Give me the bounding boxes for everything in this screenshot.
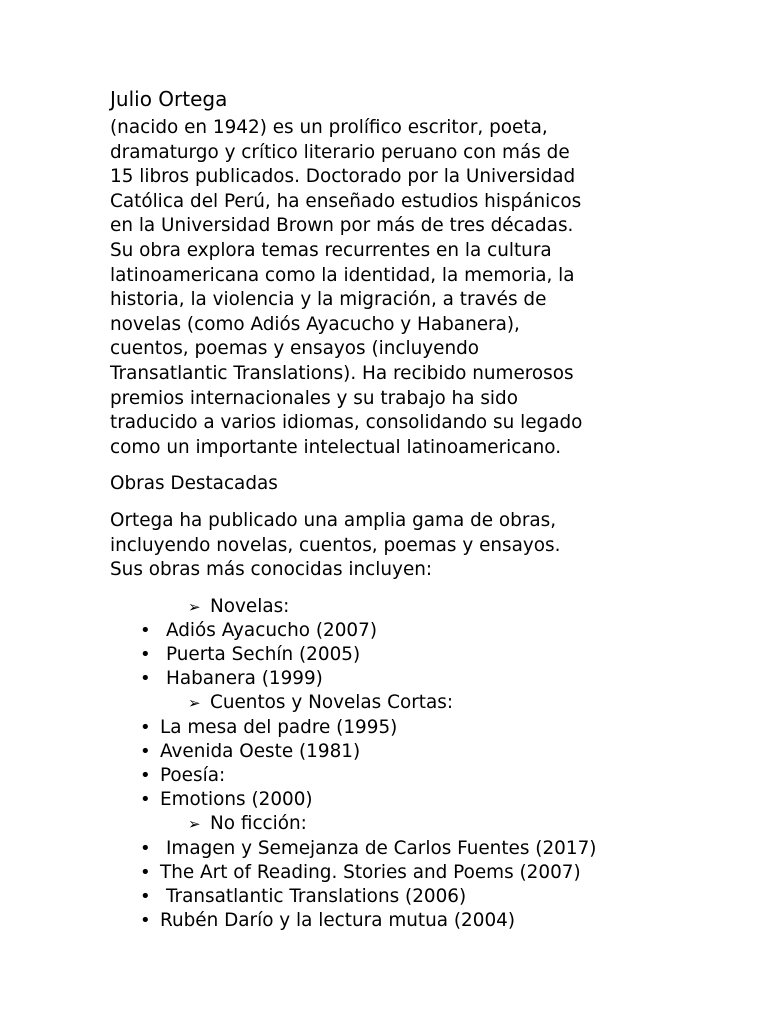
- intro-line: Ortega ha publicado una amplia gama de obras,: [110, 509, 557, 531]
- list-item-text: Puerta Sechín (2005): [166, 644, 361, 666]
- list-item: [110, 837, 670, 861]
- bio-line: 15 libros publicados. Doctorado por la Universidad: [110, 166, 576, 188]
- bullet-icon: •: [140, 619, 151, 641]
- works-list: [110, 595, 670, 934]
- list-item-text: Emotions (2000): [160, 789, 313, 811]
- bio-line: novelas (como Adiós Ayacucho y Habanera),: [110, 313, 520, 335]
- list-item-text: La mesa del padre (1995): [160, 716, 398, 738]
- bullet-icon: •: [140, 885, 151, 907]
- list-item-text: Transatlantic Translations (2006): [166, 885, 467, 907]
- bio-line: historia, la violencia y la migración, a través de: [110, 289, 547, 311]
- category-novelas: [110, 595, 670, 619]
- bullet-icon: •: [140, 668, 151, 690]
- list-item: [110, 788, 670, 812]
- list-item-text: Rubén Darío y la lectura mutua (2004): [160, 910, 516, 932]
- section-heading: Obras Destacadas: [110, 473, 278, 495]
- arrow-bullet-icon: ➢: [188, 597, 201, 616]
- bullet-icon: •: [140, 789, 151, 811]
- bio-line: en la Universidad Brown por más de tres décadas.: [110, 215, 574, 237]
- list-item-text: Adiós Ayacucho (2007): [166, 619, 377, 641]
- bio-line: (nacido en 1942) es un prolífico escritor, poeta,: [110, 117, 548, 138]
- bullet-icon: •: [140, 837, 151, 859]
- intro-line: incluyendo novelas, cuentos, poemas y ensayos.: [110, 534, 561, 556]
- arrow-bullet-icon: ➢: [188, 815, 201, 834]
- bullet-icon: •: [140, 910, 151, 932]
- bio-line: dramaturgo y crítico literario peruano con más de: [110, 141, 570, 163]
- list-item: [110, 885, 670, 909]
- bio-line: traducido a varios idiomas, consolidando su legado: [110, 412, 583, 434]
- category-cuentos: [110, 691, 670, 715]
- list-item-text: Habanera (1999): [166, 668, 323, 690]
- list-item: [110, 740, 670, 764]
- bio-line: latinoamericana como la identidad, la memoria, la: [110, 264, 575, 286]
- list-item: [110, 716, 670, 740]
- bullet-icon: •: [140, 644, 151, 666]
- bio-line: Católica del Perú, ha enseñado estudios hispánicos: [110, 190, 582, 212]
- bullet-icon: •: [140, 740, 151, 762]
- intro-paragraph: [110, 509, 670, 583]
- bio-line: Transatlantic Translations). Ha recibido numerosos: [110, 362, 574, 384]
- biography-paragraph: [110, 116, 670, 460]
- intro-line: Sus obras más conocidas incluyen:: [110, 559, 433, 581]
- bullet-icon: •: [140, 765, 151, 786]
- document-page: [110, 86, 670, 933]
- list-item: [110, 909, 670, 933]
- list-item-text: The Art of Reading. Stories and Poems (2007): [160, 861, 581, 883]
- category-label: Cuentos y Novelas Cortas:: [210, 692, 454, 714]
- arrow-bullet-icon: ➢: [188, 694, 201, 713]
- list-item: [110, 667, 670, 691]
- bio-line: premios internacionales y su trabajo ha sido: [110, 387, 518, 409]
- bio-line: como un importante intelectual latinoamericano.: [110, 436, 562, 458]
- category-label: No ficción:: [210, 813, 307, 835]
- bullet-icon: •: [140, 861, 151, 883]
- bio-line: cuentos, poemas y ensayos (incluyendo: [110, 338, 480, 360]
- category-label: Novelas:: [210, 595, 290, 617]
- document-title: Julio Ortega: [110, 87, 228, 111]
- list-item: [110, 764, 670, 788]
- bullet-icon: •: [140, 716, 151, 738]
- list-item: [110, 861, 670, 885]
- list-item-text: Imagen y Semejanza de Carlos Fuentes (2017): [166, 837, 597, 859]
- list-item-text: Avenida Oeste (1981): [160, 740, 361, 762]
- category-no-ficcion: [110, 812, 670, 836]
- list-item-text: Poesía:: [160, 765, 226, 786]
- bio-line: Su obra explora temas recurrentes en la cultura: [110, 239, 552, 261]
- list-item: [110, 643, 670, 667]
- list-item: [110, 619, 670, 643]
